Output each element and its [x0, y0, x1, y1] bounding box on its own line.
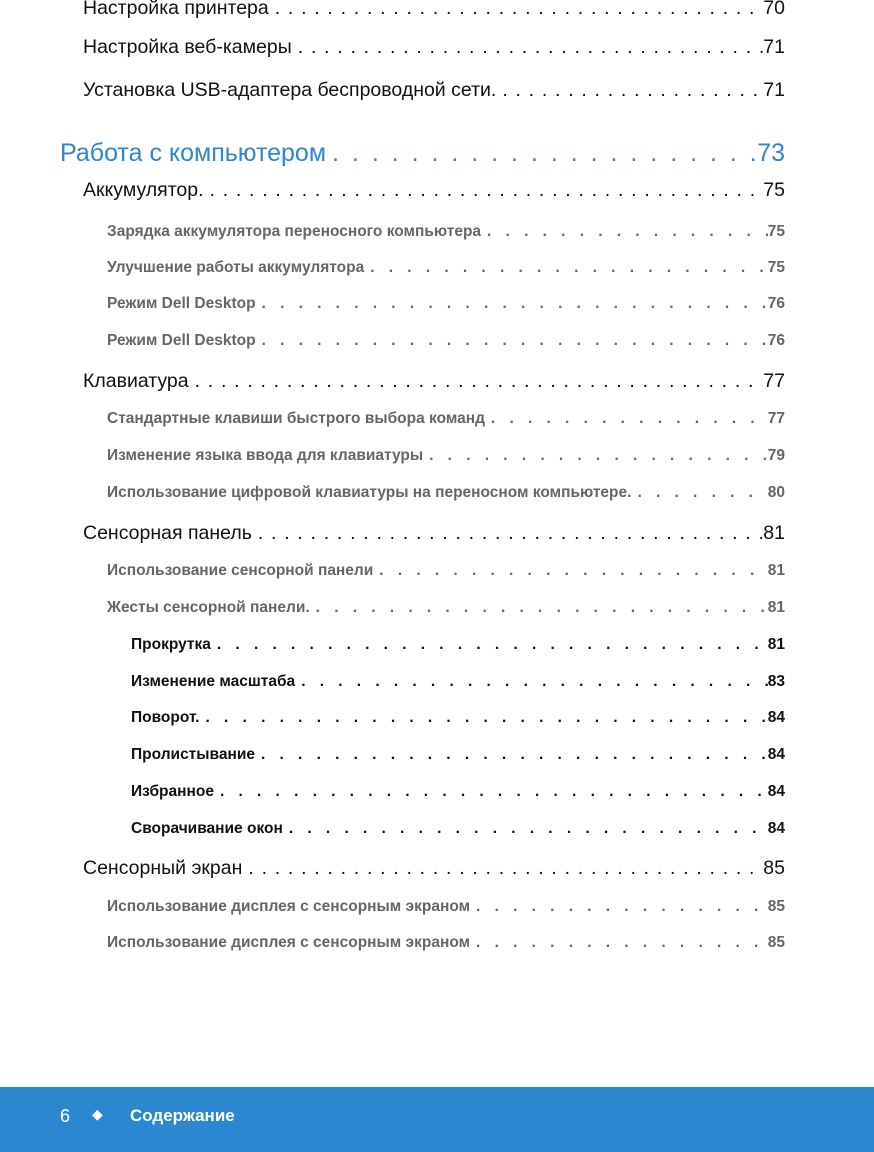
toc-subsubentry[interactable] — [131, 709, 785, 727]
toc-entry-page: 81 — [767, 636, 785, 653]
toc-dot-leader — [423, 447, 768, 465]
toc-entry-page: 81 — [767, 599, 785, 616]
toc-entry[interactable] — [83, 79, 785, 102]
toc-entry-title: Сворачивание окон — [131, 820, 283, 837]
section-title: Содержание — [130, 1106, 235, 1125]
toc-entry-title: Настройка веб-камеры — [83, 36, 292, 58]
toc-dot-leader — [373, 562, 767, 580]
toc-entry-title: Сенсорная панель — [83, 522, 252, 544]
toc-entry-page: 76 — [767, 332, 785, 349]
toc-dot-leader — [211, 636, 768, 654]
toc-entry-title: Режим Dell Desktop — [107, 295, 256, 312]
toc-entry-page: 81 — [767, 562, 785, 579]
toc-entry-page: 77 — [767, 410, 785, 427]
toc-entry-page: 75 — [767, 259, 785, 276]
toc-entry-page: 71 — [763, 36, 785, 58]
diamond-icon: ◆ — [92, 1106, 103, 1122]
toc-subentry[interactable] — [107, 562, 785, 580]
toc-subsubentry[interactable] — [131, 636, 785, 654]
toc-entry[interactable] — [83, 522, 785, 545]
toc-entry-page: 84 — [767, 746, 785, 763]
toc-entry[interactable] — [83, 857, 785, 880]
toc-entry-page: 81 — [763, 522, 785, 544]
toc-entry-title: Стандартные клавиши быстрого выбора команд — [107, 410, 485, 427]
toc-entry-page: 84 — [767, 820, 785, 837]
toc-entry-page: 75 — [763, 179, 785, 201]
page-number: 6 — [60, 1106, 71, 1126]
page-footer — [0, 1087, 874, 1152]
toc-dot-leader — [189, 370, 764, 393]
toc-entry-title: Изменение языка ввода для клавиатуры — [107, 447, 424, 464]
toc-entry-title: Зарядка аккумулятора переносного компьютера — [107, 223, 482, 240]
toc-entry-title: Использование дисплея с сенсорным экраном — [107, 898, 471, 915]
toc-entry-page: 79 — [767, 447, 785, 464]
toc-entry[interactable] — [83, 370, 785, 393]
toc-subentry[interactable] — [107, 223, 785, 241]
toc-entry-page: 77 — [763, 370, 785, 392]
toc-dot-leader — [295, 673, 768, 691]
toc-entry-page: 83 — [767, 673, 785, 690]
toc-dot-leader — [481, 223, 768, 241]
toc-dot-leader — [326, 139, 757, 168]
toc-entry-page: 70 — [763, 0, 785, 19]
toc-subentry[interactable] — [107, 410, 785, 428]
toc-dot-leader — [496, 79, 763, 102]
toc-entry-page: 75 — [767, 223, 785, 240]
toc-dot-leader — [256, 295, 768, 313]
toc-dot-leader — [310, 599, 768, 617]
toc-entry-page: 76 — [767, 295, 785, 312]
toc-subsubentry[interactable] — [131, 783, 785, 801]
toc-entry-page: 85 — [767, 898, 785, 915]
toc-subentry[interactable] — [107, 898, 785, 916]
toc-entry-title: Поворот. — [131, 709, 200, 726]
toc-dot-leader — [631, 484, 767, 502]
toc-dot-leader — [252, 522, 763, 545]
toc-entry-title: Аккумулятор. — [83, 179, 204, 201]
toc-dot-leader — [470, 934, 768, 952]
toc-dot-leader — [204, 179, 764, 202]
toc-entry-page: 84 — [767, 709, 785, 726]
toc-dot-leader — [485, 410, 768, 428]
toc-subsubentry[interactable] — [131, 673, 785, 691]
toc-dot-leader — [292, 36, 764, 59]
toc-subentry[interactable] — [107, 332, 785, 350]
toc-subentry[interactable] — [107, 599, 785, 617]
toc-dot-leader — [470, 898, 768, 916]
toc-dot-leader — [200, 709, 768, 727]
toc-entry-title: Установка USB-адаптера беспроводной сети. — [83, 79, 497, 101]
toc-dot-leader — [256, 332, 768, 350]
toc-entry-title: Изменение масштаба — [131, 673, 296, 690]
toc-entry-page: 85 — [763, 857, 785, 879]
toc-subentry[interactable] — [107, 934, 785, 952]
toc-entry-page: 85 — [767, 934, 785, 951]
toc-entry[interactable] — [83, 36, 785, 59]
toc-entry[interactable] — [83, 0, 785, 20]
toc-chapter-entry[interactable] — [60, 139, 785, 168]
toc-entry-title: Улучшение работы аккумулятора — [107, 259, 365, 276]
toc-dot-leader — [214, 783, 768, 801]
toc-subentry[interactable] — [107, 259, 785, 277]
toc-entry-title: Работа с компьютером — [60, 139, 327, 167]
toc-dot-leader — [364, 259, 768, 277]
toc-entry-page: 84 — [767, 783, 785, 800]
toc-dot-leader — [255, 746, 768, 764]
toc-entry-title: Жесты сенсорной панели. — [107, 599, 310, 616]
toc-entry-title: Использование дисплея с сенсорным экраном — [107, 934, 471, 951]
toc-subentry[interactable] — [107, 447, 785, 465]
toc-entry-title: Режим Dell Desktop — [107, 332, 256, 349]
toc-entry-title: Использование цифровой клавиатуры на переносном компьютере. — [107, 484, 632, 501]
toc-subsubentry[interactable] — [131, 820, 785, 838]
toc-entry-title: Прокрутка — [131, 636, 211, 653]
toc-entry-title: Клавиатура — [83, 370, 189, 392]
toc-entry-title: Использование сенсорной панели — [107, 562, 374, 579]
toc-entry-page: 71 — [763, 79, 785, 101]
toc-entry[interactable] — [83, 179, 785, 202]
toc-entry-page: 80 — [767, 484, 785, 501]
toc-dot-leader — [242, 857, 763, 880]
toc-entry-title: Сенсорный экран — [83, 857, 243, 879]
toc-dot-leader — [269, 0, 764, 20]
toc-subentry[interactable] — [107, 484, 785, 502]
toc-entry-page: 73 — [757, 139, 785, 167]
toc-entry-title: Пролистывание — [131, 746, 255, 763]
toc-dot-leader — [283, 820, 768, 838]
toc-entry-title: Избранное — [131, 783, 214, 800]
toc-entry-title: Настройка принтера — [83, 0, 269, 19]
toc-subsubentry[interactable] — [131, 746, 785, 764]
toc-subentry[interactable] — [107, 295, 785, 313]
